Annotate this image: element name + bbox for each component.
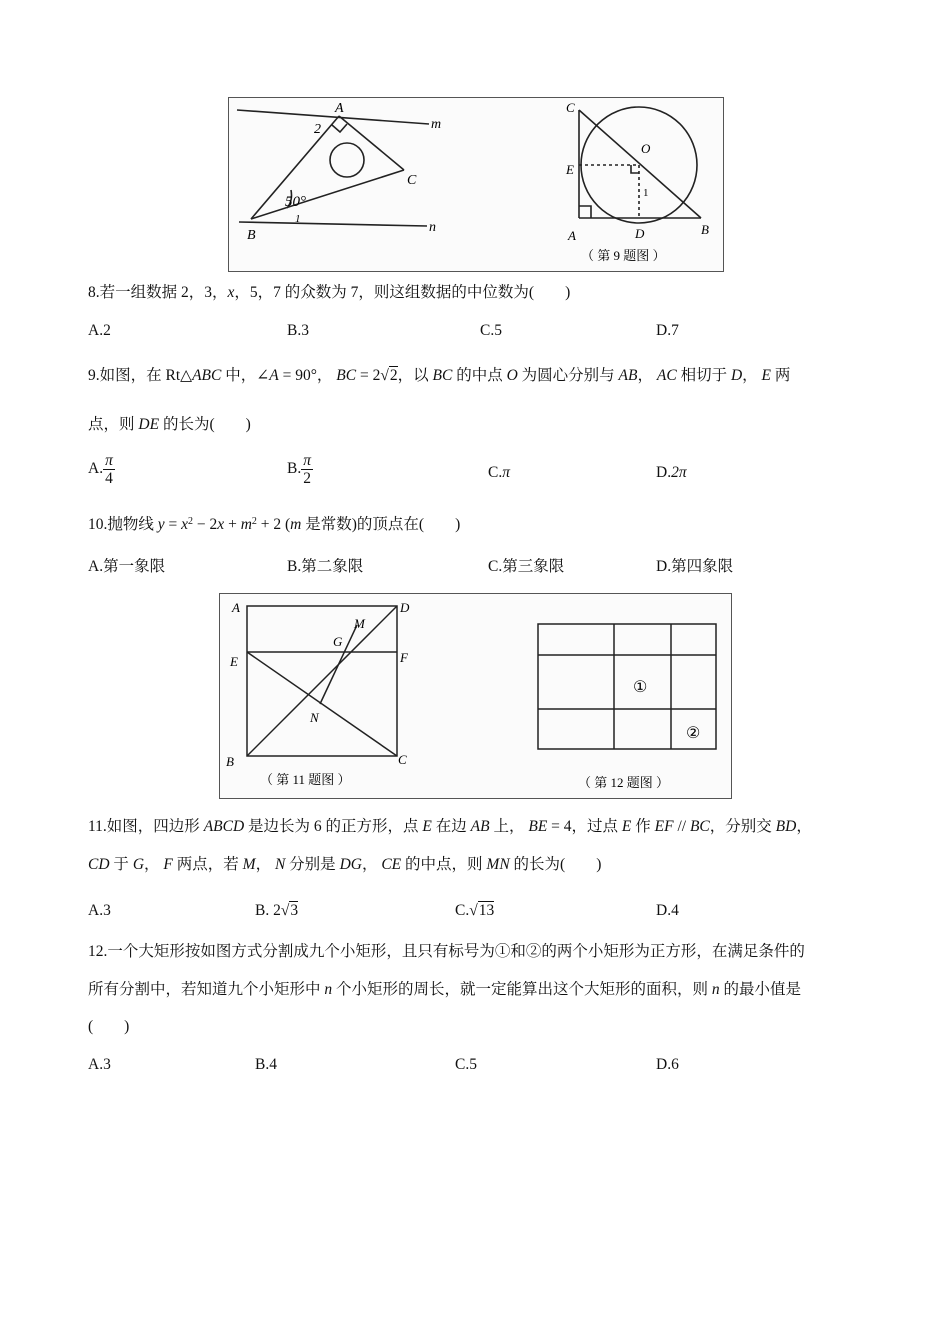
fig11-label-a: A: [232, 600, 240, 615]
fig12-label-square-1: ①: [633, 679, 648, 696]
fig9-label-a: A: [568, 228, 576, 243]
q8-option-d[interactable]: D.7: [656, 322, 679, 339]
fig9-label-c: C: [566, 100, 575, 115]
q10-option-d[interactable]: D.第四象限: [656, 558, 734, 575]
fig9-label-d: D: [635, 226, 645, 241]
figure-strip-q11-q12: [219, 593, 732, 799]
q11-option-b[interactable]: B. 2√3: [255, 902, 299, 919]
fig11-label-c: C: [398, 752, 407, 767]
fig11-label-b: B: [226, 754, 234, 769]
q12-option-c[interactable]: C.5: [455, 1056, 477, 1073]
q9-option-a[interactable]: A. $\frac{\pi}{4}$: [88, 452, 113, 487]
fig11-label-m: M: [354, 616, 365, 631]
q11-option-c[interactable]: C.√13: [455, 902, 495, 919]
q8-option-a[interactable]: A.2: [88, 322, 111, 339]
q12-option-a[interactable]: A.3: [88, 1056, 111, 1073]
fig9-label-one: 1: [643, 187, 649, 199]
q12-option-d[interactable]: D.6: [656, 1056, 679, 1073]
question-9-line-2: 点，则 DE 的长为( ): [88, 416, 251, 433]
figure-q11-q12-svg: [220, 594, 731, 798]
fig11-label-f: F: [400, 650, 408, 665]
question-12-line-2: 所有分割中，若知道九个小矩形中 n 个小矩形的周长，就一定能算出这个大矩形的面积，则 n 的最小值是: [88, 981, 802, 998]
question-10-text: 10.抛物线 $y = x^2 - 2x + m^2 + 2$ (m 是常数)的顶点在( ): [88, 516, 461, 533]
q11-option-a[interactable]: A.3: [88, 902, 111, 919]
q10-option-b[interactable]: B.第二象限: [287, 558, 364, 575]
q10-option-c[interactable]: C.第三象限: [488, 558, 565, 575]
figure-q9: [579, 107, 701, 223]
question-12-line-3: ( ): [88, 1018, 130, 1035]
fig11-label-d: D: [400, 600, 410, 615]
figure-q11: [247, 606, 397, 756]
q11-option-d[interactable]: D.4: [656, 902, 679, 919]
fig9-label-b: B: [701, 222, 709, 237]
fig11-caption: （ 第 11 题图 ）: [260, 772, 351, 787]
q9-option-c[interactable]: C.π: [488, 464, 510, 481]
q12-option-b[interactable]: B.4: [255, 1056, 277, 1073]
question-11-line-2: CD 于 G， F 两点，若 M， N 分别是 DG， CE 的中点，则 MN 的长为( ): [88, 856, 602, 873]
figure-strip-q8-q9: [228, 97, 724, 272]
fig8-label-c: C: [407, 173, 417, 188]
fig8-label-angle50: 50°: [285, 194, 306, 210]
figure-q8: [237, 110, 429, 226]
fig8-label-m: m: [431, 117, 442, 132]
q8-option-c[interactable]: C.5: [480, 322, 502, 339]
q8-option-b[interactable]: B.3: [287, 322, 309, 339]
question-9-line-1: 9.如图，在 Rt△ABC 中，∠A = 90°， BC = 2√2，以 BC 的中点 O 为圆心分别与 AB， AC 相切于 D， E 两: [88, 367, 791, 384]
q9-option-d[interactable]: D.2π: [656, 464, 687, 481]
question-11-line-1: 11.如图，四边形 ABCD 是边长为 6 的正方形，点 E 在边 AB 上， BE = 4，过点 E 作 EF // BC，分别交 BD，: [88, 818, 812, 835]
q9-option-b[interactable]: B. $\frac{\pi}{2}$: [287, 452, 311, 487]
fig12-label-square-2: ②: [686, 725, 701, 742]
fig8-label-angle2: 2: [314, 122, 321, 137]
fig9-label-o: O: [641, 141, 651, 156]
fig9-caption: （ 第 9 题图 ）: [581, 248, 666, 263]
fig8-label-angle1: 1: [295, 213, 301, 225]
fig8-label-b: B: [247, 228, 256, 243]
fig8-label-a: A: [335, 101, 344, 116]
fig11-label-e: E: [230, 654, 238, 669]
fig9-label-e: E: [566, 162, 574, 177]
question-8-text: 8.若一组数据 2，3，x，5，7 的众数为 7，则这组数据的中位数为( ): [88, 284, 571, 301]
q10-option-a[interactable]: A.第一象限: [88, 558, 166, 575]
figure-q8-q9-svg: [229, 98, 723, 271]
fig12-caption: （ 第 12 题图 ）: [578, 775, 670, 790]
fig8-label-n: n: [429, 220, 436, 235]
fig11-label-g: G: [333, 634, 343, 649]
fig11-label-n: N: [310, 710, 319, 725]
question-12-line-1: 12.一个大矩形按如图方式分割成九个小矩形，且只有标号为①和②的两个小矩形为正方形，在满足条件的: [88, 943, 805, 960]
